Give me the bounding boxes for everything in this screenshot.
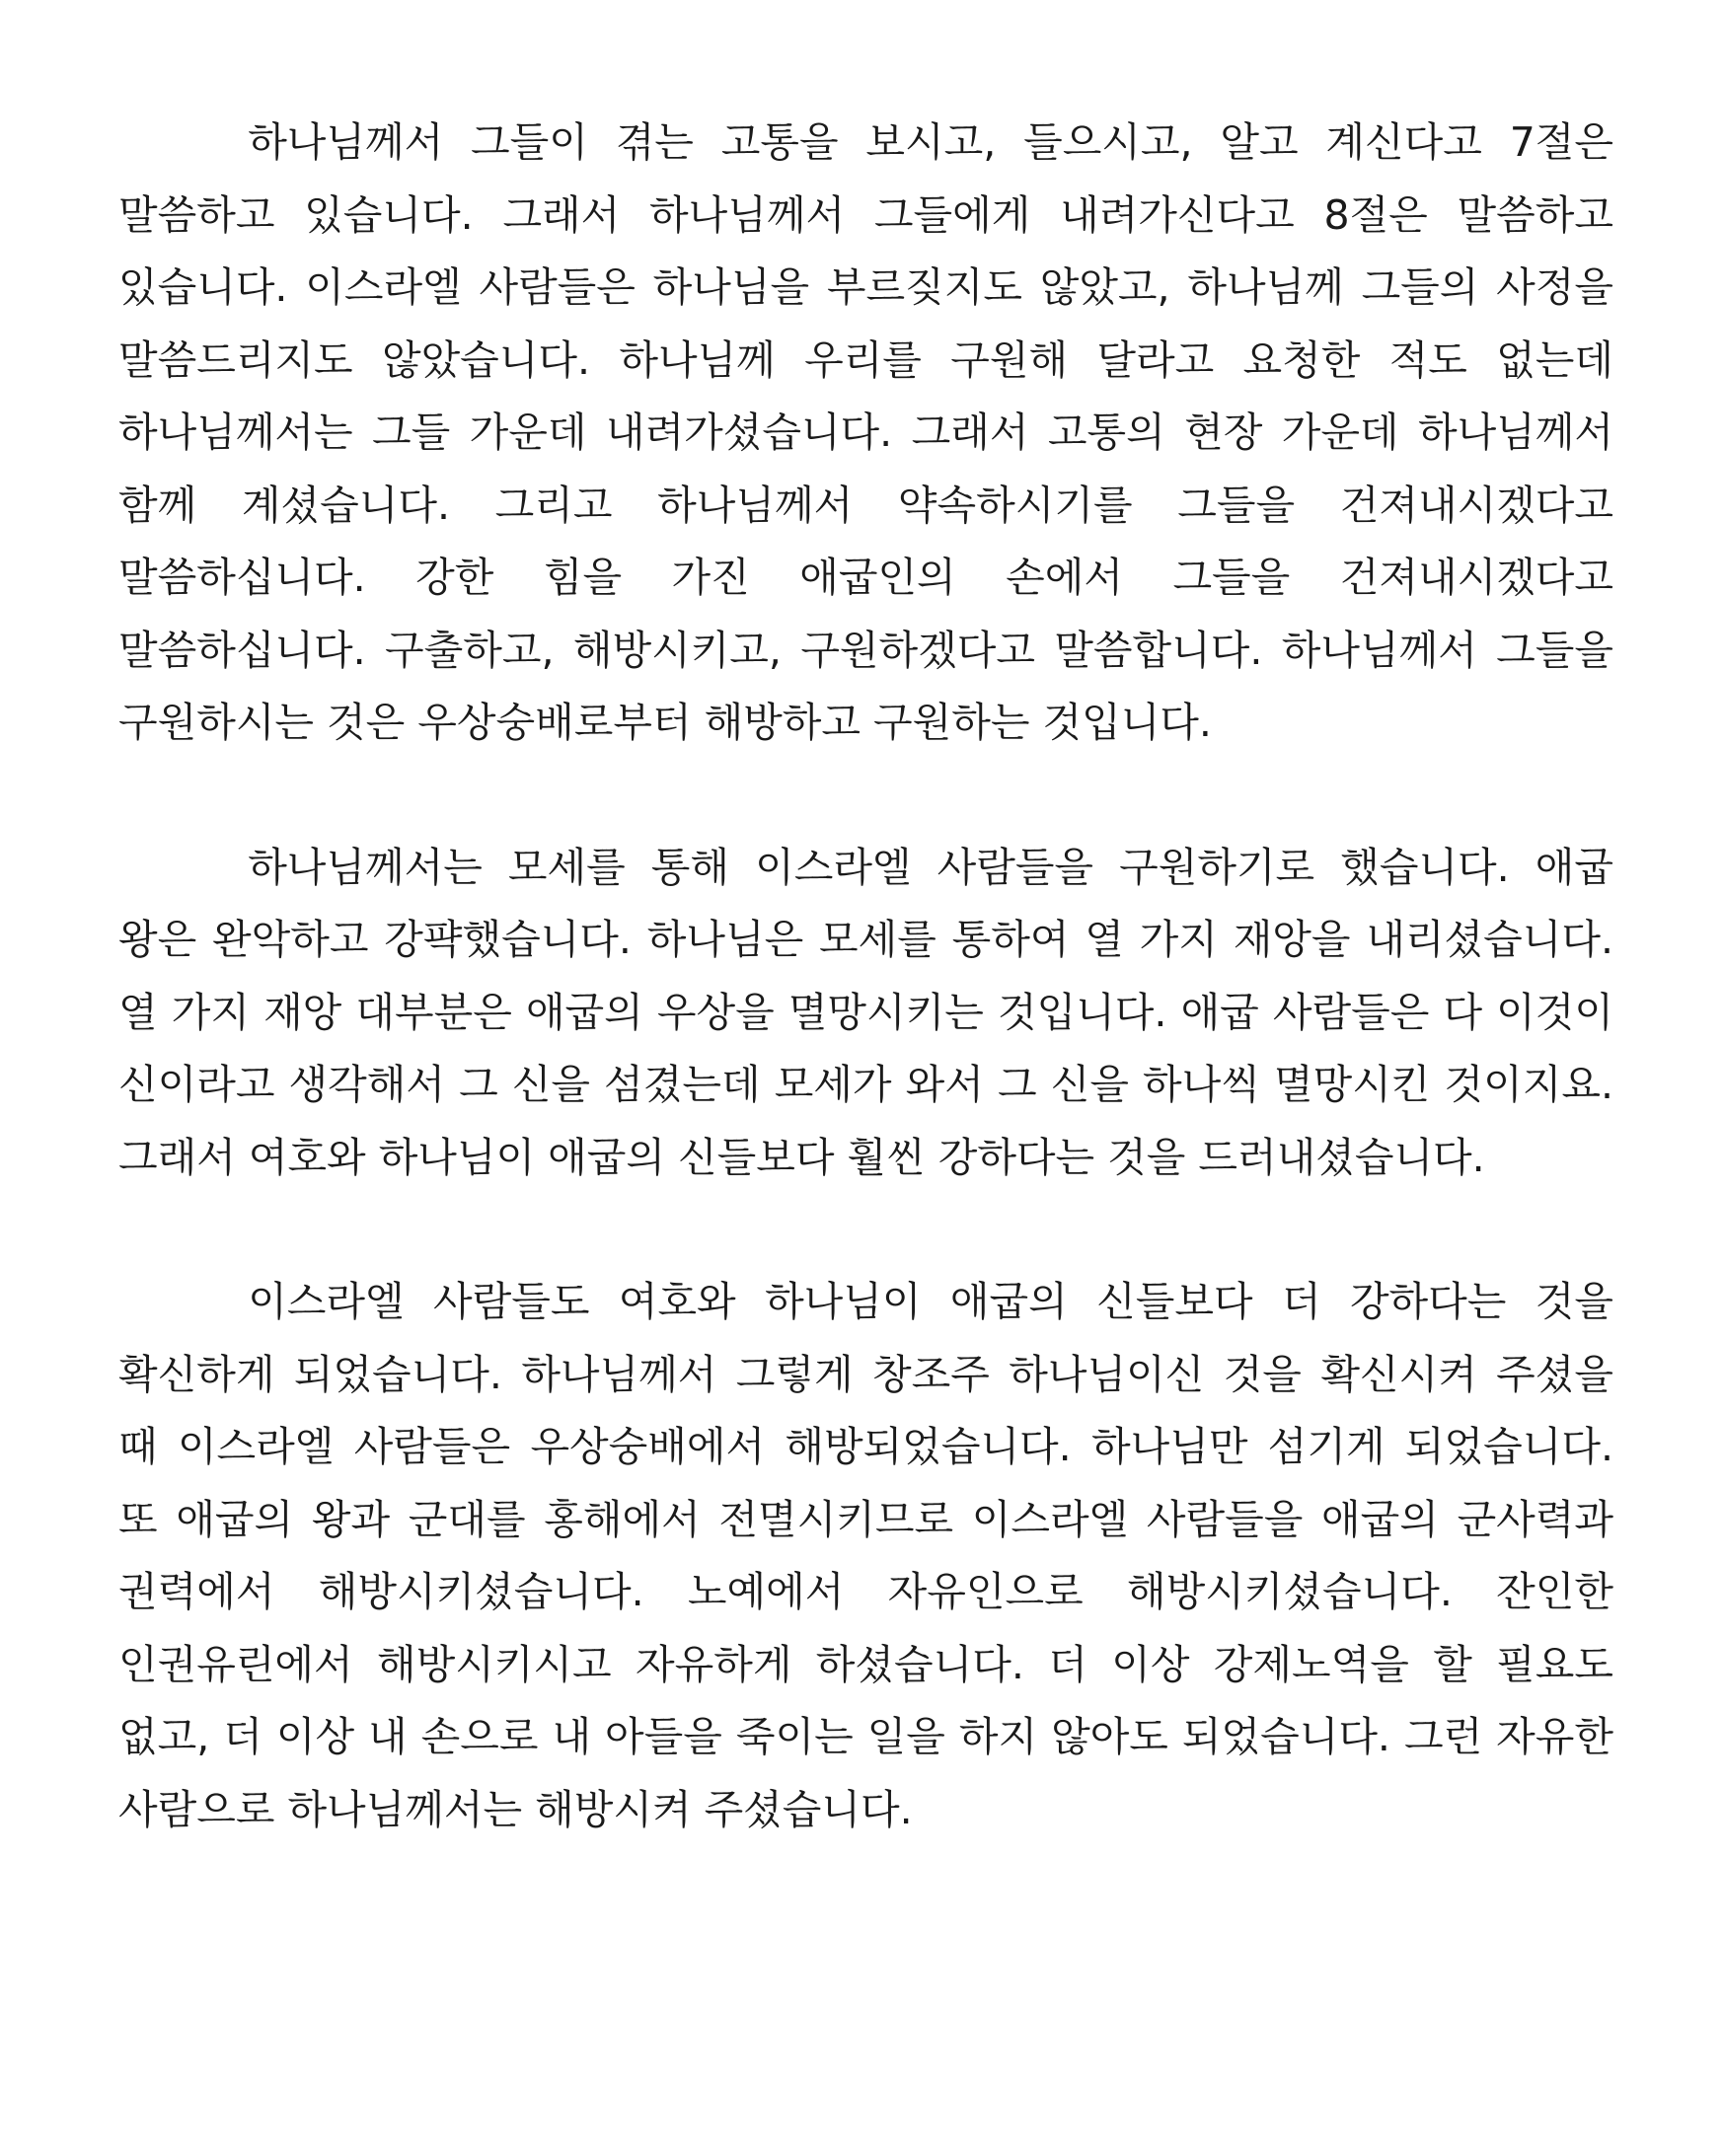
- document-body: [118, 107, 1613, 1846]
- paragraph-3: 이스라엘 사람들도 여호와 하나님이 애굽의 신들보다 더 강하다는 것을 확신하게 되었습니다. 하나님께서 그렇게 창조주 하나님이신 것을 확신시켜 주셨을 때 이스라엘 사람들은 우상숭배에서 해방되었습니다. 하나님만 섬기게 되었습니다. 또 애굽의 왕과 군대를 홍해에서 전멸시키므로 이스라엘 사람들을 애굽의 군사력과 권력에서 해방시키셨습니다. 노예에서 자유인으로 해방시키셨습니다. 잔인한 인권유린에서 해방시키시고 자유하게 하셨습니다. 더 이상 강제노역을 할 필요도 없고, 더 이상 내 손으로 내 아들을 죽이는 일을 하지 않아도 되었습니다. 그런 자유한 사람으로 하나님께서는 해방시켜 주셨습니다.: [118, 1278, 1613, 1833]
- paragraph-2: 하나님께서는 모세를 통해 이스라엘 사람들을 구원하기로 했습니다. 애굽 왕은 완악하고 강퍅했습니다. 하나님은 모세를 통하여 열 가지 재앙을 내리셨습니다. 열 가지 재앙 대부분은 애굽의 우상을 멸망시키는 것입니다. 애굽 사람들은 다 이것이 신이라고 생각해서 그 신을 섬겼는데 모세가 와서 그 신을 하나씩 멸망시킨 것이지요. 그래서 여호와 하나님이 애굽의 신들보다 훨씬 강하다는 것을 드러내셨습니다.: [118, 843, 1613, 1181]
- paragraph-1: 하나님께서 그들이 겪는 고통을 보시고, 들으시고, 알고 계신다고 7절은 말씀하고 있습니다. 그래서 하나님께서 그들에게 내려가신다고 8절은 말씀하고 있습니다. 이스라엘 사람들은 하나님을 부르짖지도 않았고, 하나님께 그들의 사정을 말씀드리지도 않았습니다. 하나님께 우리를 구원해 달라고 요청한 적도 없는데 하나님께서는 그들 가운데 내려가셨습니다. 그래서 고통의 현장 가운데 하나님께서 함께 계셨습니다. 그리고 하나님께서 약속하시기를 그들을 건져내시겠다고 말씀하십니다. 강한 힘을 가진 애굽인의 손에서 그들을 건져내시겠다고 말씀하십니다. 구출하고, 해방시키고, 구원하겠다고 말씀합니다. 하나님께서 그들을 구원하시는 것은 우상숭배로부터 해방하고 구원하는 것입니다.: [118, 118, 1613, 746]
